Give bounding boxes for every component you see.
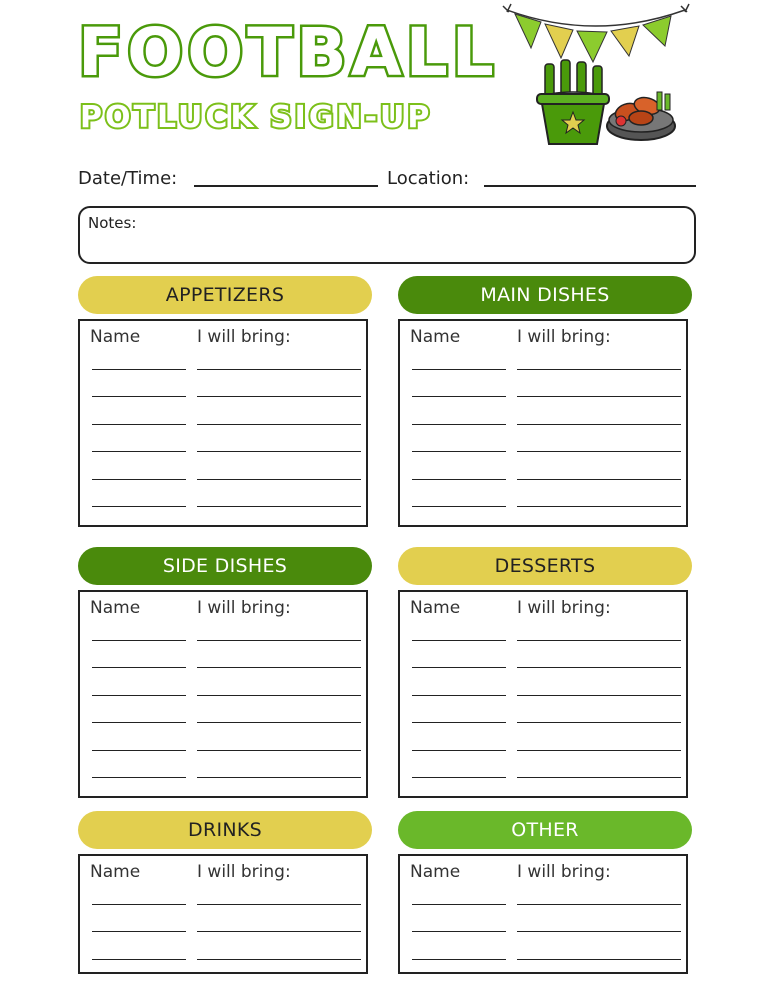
name-entry-line[interactable] [412,722,506,723]
dish-entry-line[interactable] [517,750,681,751]
bring-column-header: I will bring: [197,598,291,618]
bring-column-header: I will bring: [197,327,291,347]
section-title: APPETIZERS [165,284,285,306]
dish-entry-line[interactable] [197,931,361,932]
name-entry-line[interactable] [92,695,186,696]
date-time-field[interactable] [194,185,378,187]
name-column-header: Name [90,862,141,882]
dish-entry-line[interactable] [197,750,361,751]
name-entry-line[interactable] [92,750,186,751]
name-entry-line[interactable] [412,695,506,696]
dish-entry-line[interactable] [517,451,681,452]
dish-entry-line[interactable] [197,667,361,668]
dish-entry-line[interactable] [517,479,681,480]
dish-entry-line[interactable] [517,506,681,507]
section-header-side-dishes [78,547,372,585]
dish-entry-line[interactable] [517,695,681,696]
notes-label: Notes: [88,214,137,232]
name-entry-line[interactable] [412,904,506,905]
bring-column-header: I will bring: [517,327,611,347]
name-entry-line[interactable] [92,369,186,370]
signup-table-appetizers [78,319,368,527]
dish-entry-line[interactable] [517,777,681,778]
section-header-appetizers [78,276,372,314]
name-entry-line[interactable] [412,451,506,452]
name-entry-line[interactable] [92,722,186,723]
section-header-drinks [78,811,372,849]
section-title: OTHER [511,819,579,841]
dish-entry-line[interactable] [517,959,681,960]
dish-entry-line[interactable] [197,959,361,960]
notes-field[interactable] [78,206,696,264]
name-entry-line[interactable] [92,931,186,932]
section-header-other [398,811,692,849]
beer-bucket-icon [537,60,609,144]
bring-column-header: I will bring: [197,862,291,882]
dish-entry-line[interactable] [517,424,681,425]
name-column-header: Name [410,598,461,618]
section-header-main-dishes [398,276,692,314]
name-entry-line[interactable] [92,424,186,425]
signup-table-main-dishes [398,319,688,527]
dish-entry-line[interactable] [197,369,361,370]
signup-table-side-dishes [78,590,368,798]
name-column-header: Name [410,862,461,882]
name-column-header: Name [90,598,141,618]
page-title: FOOTBALL [78,14,498,91]
dish-entry-line[interactable] [197,640,361,641]
section-title: MAIN DISHES [480,284,610,306]
dish-entry-line[interactable] [197,722,361,723]
name-entry-line[interactable] [92,479,186,480]
dish-entry-line[interactable] [197,777,361,778]
pennant-banner-icon [503,4,689,62]
dish-entry-line[interactable] [517,904,681,905]
name-entry-line[interactable] [412,479,506,480]
signup-table-other [398,854,688,974]
dish-entry-line[interactable] [197,479,361,480]
dish-entry-line[interactable] [197,396,361,397]
name-entry-line[interactable] [412,424,506,425]
name-entry-line[interactable] [92,506,186,507]
section-title: DRINKS [188,819,262,841]
name-entry-line[interactable] [92,396,186,397]
dish-entry-line[interactable] [517,396,681,397]
date-time-label: Date/Time: [78,168,178,189]
dish-entry-line[interactable] [197,904,361,905]
name-column-header: Name [90,327,141,347]
location-label: Location: [387,168,470,189]
bring-column-header: I will bring: [517,862,611,882]
bring-column-header: I will bring: [517,598,611,618]
dish-entry-line[interactable] [197,424,361,425]
decoration-illustration [495,0,715,160]
location-field[interactable] [484,185,696,187]
name-entry-line[interactable] [412,931,506,932]
section-title: DESSERTS [494,555,596,577]
section-header-desserts [398,547,692,585]
name-entry-line[interactable] [92,667,186,668]
name-entry-line[interactable] [412,750,506,751]
name-entry-line[interactable] [412,506,506,507]
dish-entry-line[interactable] [197,695,361,696]
name-entry-line[interactable] [92,959,186,960]
name-entry-line[interactable] [92,904,186,905]
name-entry-line[interactable] [92,451,186,452]
dish-entry-line[interactable] [517,369,681,370]
name-entry-line[interactable] [412,777,506,778]
name-column-header: Name [410,327,461,347]
name-entry-line[interactable] [412,667,506,668]
signup-table-desserts [398,590,688,798]
name-entry-line[interactable] [92,777,186,778]
name-entry-line[interactable] [92,640,186,641]
name-entry-line[interactable] [412,959,506,960]
dish-entry-line[interactable] [517,667,681,668]
dish-entry-line[interactable] [517,640,681,641]
name-entry-line[interactable] [412,640,506,641]
dish-entry-line[interactable] [517,722,681,723]
name-entry-line[interactable] [412,369,506,370]
page-subtitle: POTLUCK SIGN-UP [80,100,433,135]
dish-entry-line[interactable] [197,506,361,507]
chicken-wings-icon [607,92,675,140]
name-entry-line[interactable] [412,396,506,397]
section-title: SIDE DISHES [162,555,288,577]
dish-entry-line[interactable] [197,451,361,452]
dish-entry-line[interactable] [517,931,681,932]
signup-table-drinks [78,854,368,974]
